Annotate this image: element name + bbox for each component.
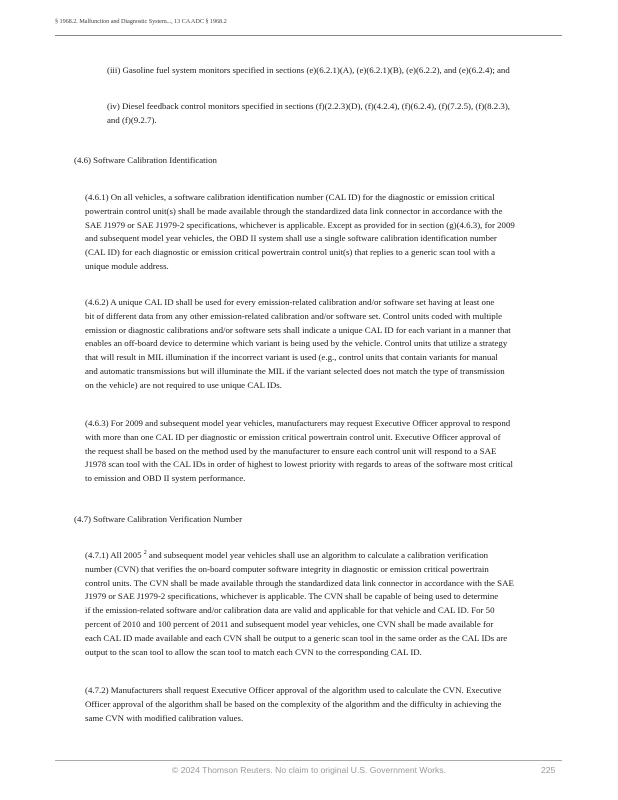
- paragraph-line: and subsequent model year vehicles, the OBD II system shall use a single software calibration identification number: [85, 233, 497, 244]
- section-heading-4-7: (4.7) Software Calibration Verification Number: [74, 514, 243, 524]
- paragraph-line: and (f)(9.2.7).: [107, 114, 157, 125]
- paragraph-line: percent of 2010 and 100 percent of 2011 and subsequent model year vehicles, one CVN shall be made available for: [85, 618, 494, 629]
- paragraph-line: (4.6.3) For 2009 and subsequent model year vehicles, manufacturers may request Executive Officer approval to respond: [85, 418, 511, 428]
- paragraph-first-line: [85, 549, 514, 563]
- paragraph-line: each CAL ID made available and each CVN shall be output to a generic scan tool in the same order as the CAL IDs are: [85, 632, 508, 643]
- paragraph-line: that will result in MIL illumination if the incorrect variant is used (e.g., control units that contain variants for manual: [85, 352, 498, 363]
- paragraph-line: (CAL ID) for each diagnostic or emission critical powertrain control unit(s) that replies to a generic scan tool with a: [85, 247, 496, 258]
- paragraph-line: (4.7.2) Manufacturers shall request Executive Officer approval of the algorithm used to calculate the CVN. Executive: [85, 685, 502, 695]
- section-heading-4-6: (4.6) Software Calibration Identification: [74, 155, 217, 165]
- paragraph-4-6-1: [85, 191, 515, 274]
- paragraph-line: (iii) Gasoline fuel system monitors specified in sections (e)(6.2.1)(A), (e)(6.2.1)(B), (e)(6.2.2), and (e)(6.2.4); and: [107, 65, 510, 75]
- paragraph-line: if the emission-related software and/or calibration data are valid and applicable for that vehicle and CAL ID. For 50: [85, 605, 495, 616]
- paragraph-line: emission or diagnostic calibrations and/or software sets shall indicate a unique CAL ID for each variant in a manner that: [85, 324, 511, 335]
- paragraph-line: SAE J1979 or SAE J1979-2 specifications, whichever is applicable. Except as provided for in section (g)(4.6.3), for 2009: [85, 219, 515, 230]
- footer-copyright: © 2024 Thomson Reuters. No claim to original U.S. Government Works.: [172, 765, 446, 775]
- paragraph-text: (4.7.1) All 2005: [85, 550, 142, 560]
- paragraph-4-7-2: [85, 684, 501, 725]
- paragraph-iii: [107, 64, 510, 78]
- paragraph-line: bit of different data from any other emission-related calibration and/or software set. Control units coded with multiple: [85, 310, 503, 321]
- paragraph-line: (4.6.1) On all vehicles, a software calibration identification number (CAL ID) for the diagnostic or emission critical: [85, 192, 495, 202]
- paragraph-line: same CVN with modified calibration values.: [85, 712, 244, 723]
- running-header: § 1968.2. Malfunction and Diagnostic System..., 13 CA ADC § 1968.2: [55, 18, 227, 25]
- paragraph-line: with more than one CAL ID per diagnostic or emission critical powertrain control unit. Executive Officer approval of: [85, 431, 501, 442]
- paragraph-line: number (CVN) that verifies the on-board computer software integrity in diagnostic or emission critical powertrain: [85, 563, 489, 574]
- footnote-marker: 2: [143, 550, 147, 556]
- footer-divider: [55, 760, 562, 761]
- paragraph-line: Officer approval of the algorithm shall be based on the complexity of the algorithm and the difficulty in achieving the: [85, 698, 502, 709]
- paragraph-line: unique module address.: [85, 260, 169, 271]
- paragraph-line: control units. The CVN shall be made available through the standardized data link connector in accordance with the SAE: [85, 577, 514, 588]
- paragraph-line: the request shall be based on the method used by the manufacturer to ensure each control unit will respond to a SAE: [85, 445, 497, 456]
- paragraph-line: J1979 or SAE J1979-2 specifications, whichever is applicable. The CVN shall be capable of being used to determine: [85, 591, 499, 602]
- page-number: 225: [541, 765, 556, 775]
- paragraph-line: and automatic transmissions but will illuminate the MIL if the variant selected does not match the type of transmission: [85, 365, 505, 376]
- paragraph-line: to emission and OBD II system performance.: [85, 473, 246, 484]
- paragraph-line: (4.6.2) A unique CAL ID shall be used for every emission-related calibration and/or software set having at least one: [85, 297, 495, 307]
- header-divider: [55, 35, 562, 36]
- paragraph-line: output to the scan tool to allow the scan tool to match each CVN to the corresponding CAL ID.: [85, 646, 422, 657]
- paragraph-4-7-1: [85, 549, 514, 659]
- paragraph-4-6-2: [85, 296, 511, 393]
- paragraph-line: powertrain control unit(s) shall be made available through the standardized data link connector in accordance with the: [85, 205, 503, 216]
- paragraph-line: (iv) Diesel feedback control monitors specified in sections (f)(2.2.3)(D), (f)(4.2.4), (f)(6.2.4), (f)(7.2.5), (f)(8.2.3),: [107, 101, 510, 111]
- paragraph-iv: [107, 100, 510, 128]
- paragraph-line: on the vehicle) are not required to use unique CAL IDs.: [85, 379, 282, 390]
- paragraph-line: enables an off-board device to determine which variant is being used by the vehicle. Control units that utilize a strategy: [85, 338, 508, 349]
- paragraph-line: J1978 scan tool with the CAL IDs in order of highest to lowest priority with regards to areas of the software most critical: [85, 459, 514, 470]
- paragraph-text: and subsequent model year vehicles shall use an algorithm to calculate a calibration verification: [146, 550, 489, 560]
- paragraph-4-6-3: [85, 417, 513, 486]
